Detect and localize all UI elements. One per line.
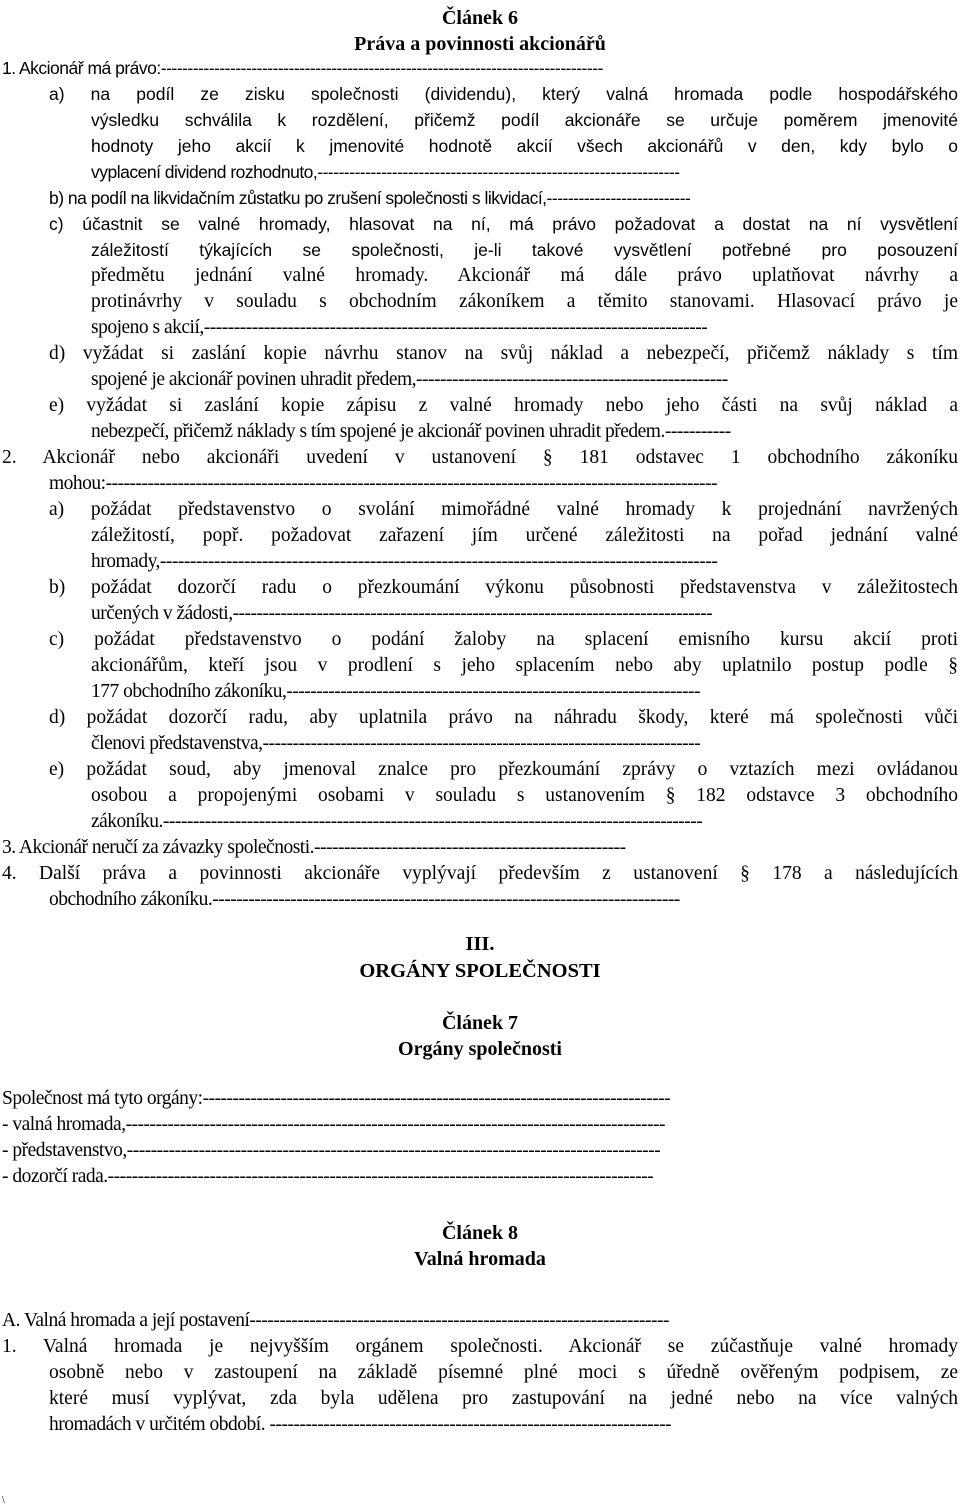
item-1a-line-3: hodnoty jeho akcií k jmenovité hodnotě akcií všech akcionářů v den, kdy bylo o [91,136,958,156]
item-2d-line-2: členovi představenstva,------------------------------------------------------------------------- [91,733,701,754]
organ-supervisory-board: - dozorčí rada.------------------------------------------------------------------------------------------- [2,1166,654,1187]
item-2c-line-1: c) požádat představenstvo o podání žaloby na splacení emisního kursu akcií proti [49,629,958,650]
item-2b-line-1: b) požádat dozorčí radu o přezkoumání výkonu působnosti představenstva v záležitostech [49,577,958,598]
article-8-para-1-line-2: osobně nebo v zastoupení na základě písemné plné moci s úředně ověřeným podpisem, ze [49,1362,958,1383]
article-7-title: Orgány společnosti [398,1038,562,1060]
item-2a-line-2: záležitostí, popř. požadovat zařazení jím určené záležitosti na pořad jednání valné [91,525,958,546]
item-1a-line-2: výsledku schválila k rozdělení, přičemž podíl akcionáře se určuje poměrem jmenovité [91,110,958,130]
item-2b-line-2: určených v žádosti,-------------------------------------------------------------------------------- [91,603,713,624]
item-1c-line-4: protinávrhy v souladu s obchodním zákoníkem a těmito stanovami. Hlasovací právo je [91,291,958,312]
item-1a-line-4: vyplacení dividend rozhodnuto,-------------------------------------------------------------------- [91,162,680,182]
item-1e-line-2: nebezpečí, přičemž náklady s tím spojené je akcionář povinen uhradit předem.----------- [91,421,731,442]
organ-general-meeting: - valná hromada,------------------------------------------------------------------------------------------ [2,1114,665,1135]
section-3-title: ORGÁNY SPOLEČNOSTI [359,960,601,982]
article-7-heading: Článek 7 [441,1012,519,1034]
paragraph-2-intro-line-2: mohou:------------------------------------------------------------------------------------------------------ [49,473,717,494]
item-1e-line-1: e) vyžádat si zaslání kopie zápisu z valné hromady nebo jeho části na svůj náklad a [49,395,958,416]
organs-intro: Společnost má tyto orgány:------------------------------------------------------------------------------ [2,1088,671,1109]
article-8-para-1-line-3: které musí vyplývat, zda byla udělena pro zastupování na jedné nebo na více valných [49,1388,958,1409]
item-1c-line-5: spojeno s akcií,------------------------------------------------------------------------------------ [91,317,708,338]
item-2d-line-1: d) požádat dozorčí radu, aby uplatnila právo na náhradu škody, které má společnosti vůči [49,707,958,728]
article-8-para-1-line-1: 1. Valná hromada je nejvyšším orgánem společnosti. Akcionář se zúčastňuje valné hromady [2,1336,958,1357]
item-2a-line-3: hromady,--------------------------------------------------------------------------------------------- [91,551,718,572]
item-2c-line-2: akcionářům, kteří jsou v prodlení s jeho splacením nebo aby uplatnilo postup podle § [91,655,958,676]
paragraph-4-line-2: obchodního zákoníku.------------------------------------------------------------------------------ [49,889,680,910]
item-2a-line-1: a) požádat představenstvo o svolání mimořádné valné hromady k projednání navržených [49,499,958,520]
stray-mark: \ [2,1495,5,1506]
item-1d-line-1: d) vyžádat si zaslání kopie návrhu stanov na svůj náklad a nebezpečí, přičemž náklady s tím [49,343,958,364]
article-8-subsection-a: A. Valná hromada a její postavení---------------------------------------------------------------------- [2,1310,669,1331]
paragraph-1-intro: 1. Akcionář má právo:----------------------------------------------------------------------------------- [2,58,603,78]
item-2c-line-3: 177 obchodního zákoníku,--------------------------------------------------------------------- [91,681,700,702]
section-3-number: III. [465,933,495,955]
item-2e-line-3: zákoníku.------------------------------------------------------------------------------------------ [91,811,703,832]
item-1c-line-2: záležitostí týkajících se společnosti, je-li takové vysvětlení potřebné pro posouzení [91,240,958,260]
item-1c-line-3: předmětu jednání valné hromady. Akcionář má dále právo uplatňovat návrhy a [91,265,958,286]
item-2e-line-2: osobou a propojenými osobami v souladu s ustanovením § 182 odstavce 3 obchodního [91,785,958,806]
paragraph-4-line-1: 4. Další práva a povinnosti akcionáře vyplývají především z ustanovení § 178 a následujících [2,863,958,884]
article-6-title: Práva a povinnosti akcionářů [354,33,606,55]
item-1d-line-2: spojené je akcionář povinen uhradit předem,---------------------------------------------------- [91,369,728,390]
item-1a-line-1: a) na podíl ze zisku společnosti (dividendu), který valná hromada podle hospodářského [49,84,958,104]
paragraph-2-intro-line-1: 2. Akcionář nebo akcionáři uvedení v ustanovení § 181 odstavec 1 obchodního zákoníku [2,447,958,468]
organ-board-of-directors: - představenstvo,----------------------------------------------------------------------------------------- [2,1140,661,1161]
paragraph-3: 3. Akcionář neručí za závazky společnosti.---------------------------------------------------- [2,837,626,858]
article-8-para-1-line-4: hromadách v určitém období. ------------------------------------------------------------------- [49,1414,672,1435]
item-2e-line-1: e) požádat soud, aby jmenoval znalce pro přezkoumání zprávy o vztazích mezi ovládanou [49,759,958,780]
item-1b: b) na podíl na likvidačním zůstatku po zrušení společnosti s likvidací,--------------------------- [49,188,691,208]
article-8-heading: Článek 8 [441,1222,519,1244]
article-6-heading: Článek 6 [441,7,519,29]
item-1c-line-1: c) účastnit se valné hromady, hlasovat na ní, má právo požadovat a dostat na ní vysvětlení [49,214,958,234]
article-8-title: Valná hromada [414,1248,546,1270]
